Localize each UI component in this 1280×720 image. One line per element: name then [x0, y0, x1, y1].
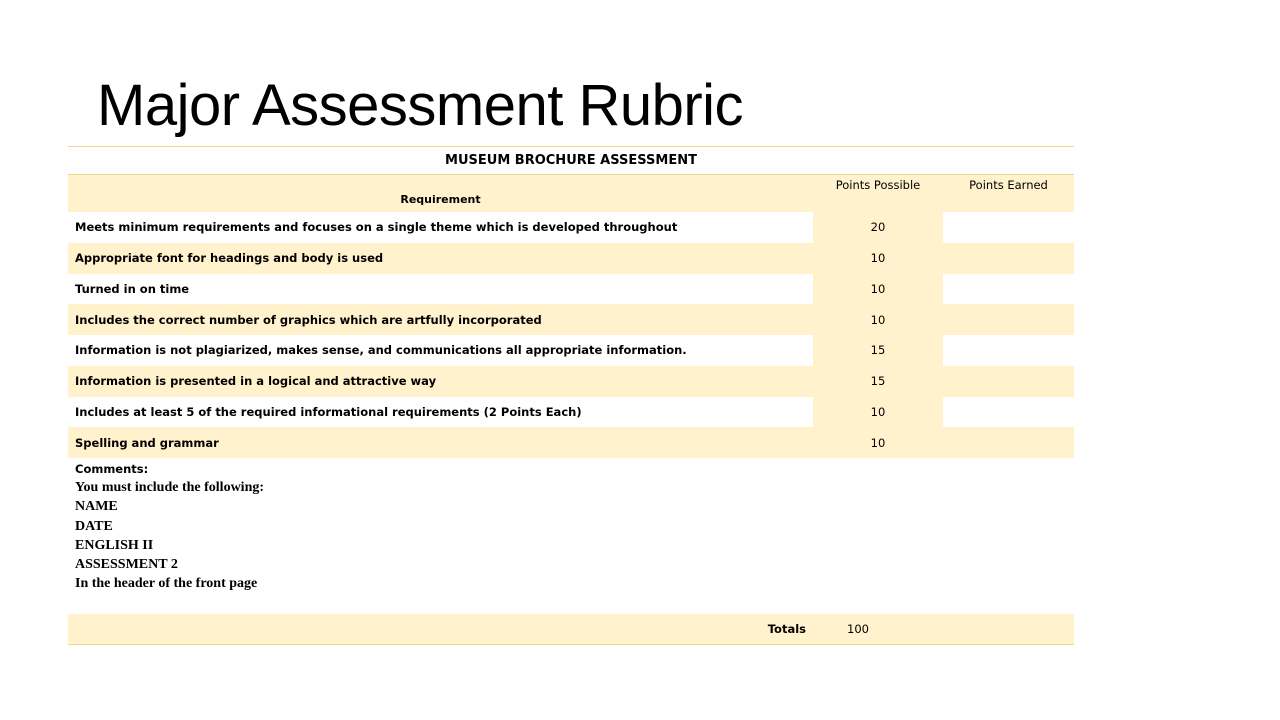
points-earned-cell — [943, 397, 1074, 428]
points-earned-cell — [943, 335, 1074, 366]
comment-line: You must include the following: — [75, 480, 265, 495]
points-possible-cell: 10 — [813, 427, 943, 458]
points-possible-cell: 15 — [813, 366, 943, 397]
comments-label: Comments: — [75, 462, 149, 476]
points-possible-cell: 15 — [813, 335, 943, 366]
totals-label: Totals — [68, 614, 813, 645]
comment-line: ENGLISH II — [75, 537, 154, 553]
page-title: Major Assessment Rubric — [97, 73, 744, 138]
table-heading-row — [68, 147, 1074, 175]
points-earned-cell — [943, 212, 1074, 243]
comment-line: NAME — [75, 499, 118, 515]
points-possible-cell: 10 — [813, 243, 943, 274]
table-row — [68, 304, 1074, 335]
points-possible-cell: 10 — [813, 397, 943, 428]
requirement-cell: Includes the correct number of graphics which are artfully incorporated — [68, 304, 813, 335]
requirement-cell: Information is not plagiarized, makes sense, and communications all appropriate information. — [68, 335, 813, 366]
points-earned-cell — [943, 243, 1074, 274]
table-heading: MUSEUM BROCHURE ASSESSMENT — [68, 147, 1074, 175]
table-row — [68, 274, 1074, 305]
points-earned-cell — [943, 427, 1074, 458]
table-row — [68, 397, 1074, 428]
table-row — [68, 366, 1074, 397]
points-possible-column-header: Points Possible — [813, 175, 943, 213]
column-header-row — [68, 175, 1074, 213]
table-row — [68, 212, 1074, 243]
table-row — [68, 427, 1074, 458]
totals-row — [68, 614, 1074, 645]
requirement-cell: Information is presented in a logical and attractive way — [68, 366, 813, 397]
points-earned-cell — [943, 366, 1074, 397]
comments-row — [68, 458, 1074, 614]
table-row — [68, 243, 1074, 274]
points-earned-column-header: Points Earned — [943, 175, 1074, 213]
comment-line: ASSESSMENT 2 — [75, 557, 178, 573]
totals-earned-cell — [943, 614, 1074, 645]
rubric-table — [68, 146, 1074, 645]
requirement-cell: Turned in on time — [68, 274, 813, 305]
requirement-cell: Appropriate font for headings and body is used — [68, 243, 813, 274]
points-earned-cell — [943, 274, 1074, 305]
totals-value: 100 — [813, 614, 943, 645]
points-possible-cell: 10 — [813, 304, 943, 335]
points-possible-cell: 10 — [813, 274, 943, 305]
requirement-cell: Meets minimum requirements and focuses on a single theme which is developed throughout — [68, 212, 813, 243]
points-earned-cell — [943, 304, 1074, 335]
comment-line: DATE — [75, 518, 113, 534]
table-row — [68, 335, 1074, 366]
comment-line: In the header of the front page — [75, 576, 258, 592]
requirement-column-header: Requirement — [68, 175, 813, 213]
points-possible-cell: 20 — [813, 212, 943, 243]
comments-cell — [68, 458, 1074, 614]
requirement-cell: Spelling and grammar — [68, 427, 813, 458]
requirement-cell: Includes at least 5 of the required informational requirements (2 Points Each) — [68, 397, 813, 428]
